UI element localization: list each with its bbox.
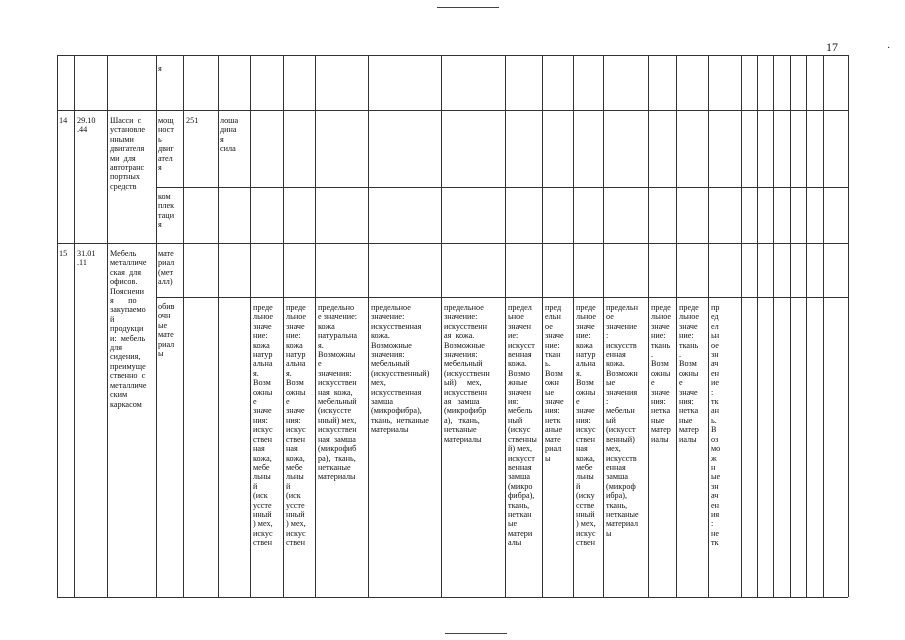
- footer-rule: [445, 633, 507, 634]
- row-15-value-9: предельн ое значение : искусств енная кожа. Возможн ые значения : мебельн ый (искусст венный) мех, искусств енная замша (микроф ибра), ткань, нетканые материал ы: [606, 303, 639, 538]
- row-15-value-3: предельно e значение: кожа натуральна я. Возможны e значения: искусствен ная кожа, мебельный (искуссте нный) мех, искусствен ная замша (микрофиб ра), ткань, нетканые материалы: [318, 303, 358, 482]
- row-15-value-1: преде льное значе ние: кожа натур альна я. Возм ожны е значе ния: искус ствен ная кожа, мебе льны й (иск уссте нный ) мех, искус ствен: [253, 303, 274, 548]
- table-bottom-border: [57, 597, 848, 598]
- row-15-value-5: предельное значение: искусственн ая кожа. Возможные значения: мебельный (искусственн ый) мех, искусственн ая замша (микрофибр а), ткань, нетканые материалы: [444, 303, 490, 444]
- row-15-split-border: [156, 297, 848, 298]
- column-border-22: [806, 55, 807, 597]
- column-border-21: [790, 55, 791, 597]
- column-border-0: [57, 55, 58, 597]
- row-15-value-8: преде льное значе ние: кожа натур альна я. Возм ожны е значе ния: искус ствен ная кожа, мебе льны й (иску сстве нный ) мех, искус ствен: [576, 303, 597, 548]
- row-14-characteristic-configuration: ком плек таци я: [158, 192, 175, 230]
- row-15-value-11: преде льное значе ние: ткань . Возм ожны е значе ния: нетка ные матер иалы: [679, 303, 700, 444]
- column-border-18: [741, 55, 742, 597]
- margin-dot: ·: [887, 43, 891, 54]
- column-border-15: [648, 55, 649, 597]
- column-border-9: [368, 55, 369, 597]
- column-border-13: [573, 55, 574, 597]
- column-border-2: [107, 55, 108, 597]
- row-15-value-4: предельное значение: искусственная кожа. Возможные значения: мебельный (искусственный) мех, искусственная замша (микрофибра), ткань, нетканые материалы: [371, 303, 430, 435]
- column-border-24: [848, 55, 849, 597]
- column-border-8: [315, 55, 316, 597]
- row-15-value-10: преде льное значе ние: ткань . Возм ожны е значе ния: нетка ные матер иалы: [651, 303, 672, 444]
- row-15-top-border: [57, 243, 848, 244]
- column-border-4: [183, 55, 184, 597]
- row-15-characteristic-upholstery: обив очн ые мате риал ы: [158, 302, 175, 359]
- column-border-11: [505, 55, 506, 597]
- row-15-value-6: предел ьное значен ие: искусст венная кожа. Возмо жные значен ия: мебель ный (искус ственны й) мех, искусст венная замша (микро фибра), ткань, неткан ые матери алы: [508, 303, 537, 548]
- page-number: 17: [826, 40, 838, 54]
- table-top-border: [57, 55, 848, 56]
- row-15-value-7: пред ельн ое значе ние: ткан ь. Возм ожн ые значе ния: нетк аные мате риал ы: [545, 303, 564, 463]
- row-15-value-12: пр ед ел ьн ое зн ач ен ие : тк ан ь. В оз мо ж н ые зн ач ен ия : не тк: [711, 303, 721, 548]
- row-15-name: Мебель металличе ская для офисов. Пояснени я по закупаемо й продукци и: мебель для сидения, преимуще ственно с металличе ским каркасом: [110, 249, 147, 409]
- column-border-5: [218, 55, 219, 597]
- row-15-number: 15: [59, 249, 68, 258]
- column-border-17: [708, 55, 709, 597]
- row-14-code: 29.10 .44: [77, 116, 96, 135]
- row-14-unit-name: лоша дина я сила: [220, 116, 239, 154]
- column-border-16: [676, 55, 677, 597]
- row-14-unit-code: 251: [186, 116, 199, 125]
- column-border-12: [542, 55, 543, 597]
- column-border-7: [283, 55, 284, 597]
- column-border-10: [441, 55, 442, 597]
- row-14-split-border: [156, 187, 848, 188]
- column-border-1: [74, 55, 75, 597]
- header-rule: [437, 7, 499, 8]
- column-border-6: [250, 55, 251, 597]
- row-14-number: 14: [59, 116, 68, 125]
- column-border-20: [773, 55, 774, 597]
- row-14-characteristic-power: мощ ност ь двиг ател я: [158, 116, 174, 173]
- column-border-3: [156, 55, 157, 597]
- row-14-top-border: [57, 110, 848, 111]
- row-15-code: 31.01 .11: [77, 249, 96, 268]
- column-border-23: [823, 55, 824, 597]
- column-border-14: [603, 55, 604, 597]
- row-13-fragment: я: [158, 64, 162, 73]
- column-border-19: [757, 55, 758, 597]
- row-15-characteristic-material: мате риал (мет алл): [158, 249, 175, 287]
- row-15-value-2: преде льное значе ние: кожа натур альна я. Возм ожны е значе ния: искус ствен ная кожа, мебе льны й (иск уссте нный ) мех, искус ствен: [286, 303, 307, 548]
- row-14-name: Шасси с установле нными двигателя ми для автотранс портных средств: [110, 116, 145, 191]
